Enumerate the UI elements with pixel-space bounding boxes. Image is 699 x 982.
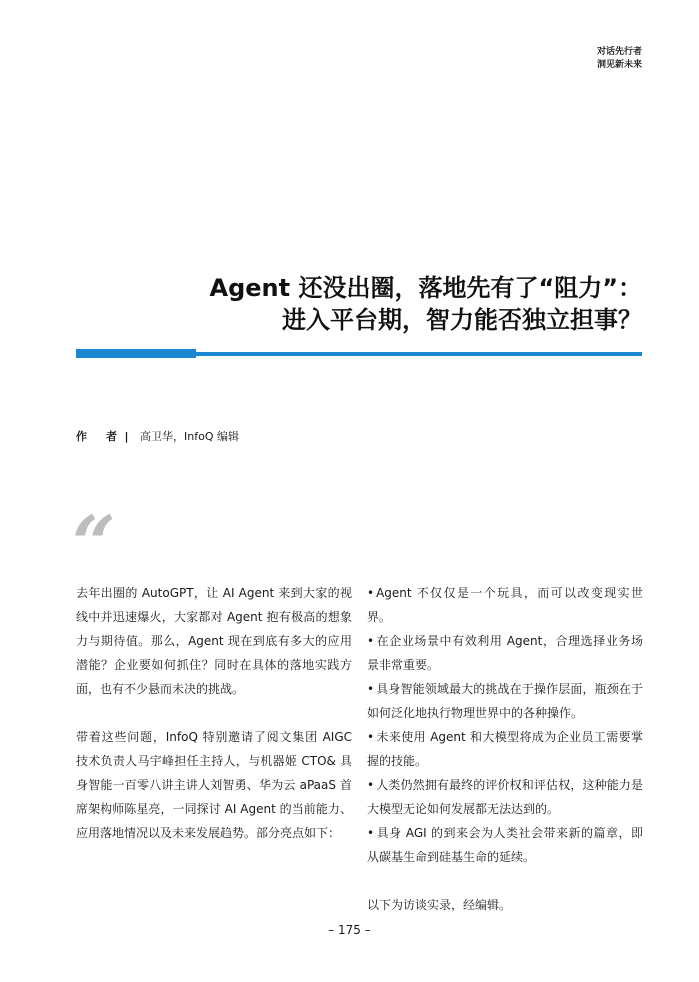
author-byline xyxy=(76,429,239,445)
paragraph-spacer xyxy=(76,701,352,725)
title-line-2: 进入平台期，智力能否独立担事？ xyxy=(282,306,642,334)
bullet-icon: • xyxy=(367,682,375,696)
right-column xyxy=(367,581,643,917)
quote-mark-icon: “ xyxy=(72,499,116,588)
closing-note: 以下为访谈实录，经编辑。 xyxy=(367,898,512,912)
list-item xyxy=(367,629,643,677)
list-item xyxy=(367,821,643,869)
intro-paragraph: 去年出圈的 AutoGPT，让 AI Agent 来到大家的视线中并迅速爆火，大家都对 Agent 抱有极高的想象力与期待值。那么，Agent 现在到底有多大的应用潜能？企业要如何抓住？同时在具体的落地实践方面，也有不少悬而未决的挑战。 xyxy=(76,586,352,696)
highlight-text: Agent 不仅仅是一个玩具，而可以改变现实世界。 xyxy=(367,586,643,624)
author-name: 高卫华，InfoQ 编辑 xyxy=(140,430,240,443)
article-title xyxy=(210,272,643,336)
title-divider-accent xyxy=(76,349,196,358)
highlight-text: 具身 AGI 的到来会为人类社会带来新的篇章，即从碳基生命到硅基生命的延续。 xyxy=(367,826,643,864)
paragraph-spacer xyxy=(367,869,643,893)
list-item xyxy=(367,581,643,629)
tagline-line-2: 洞见新未来 xyxy=(596,60,642,70)
list-item xyxy=(367,725,643,773)
highlights-list xyxy=(367,581,643,869)
context-paragraph: 带着这些问题，InfoQ 特别邀请了阅文集团 AIGC 技术负责人马宇峰担任主持人，与机器姬 CTO& 具身智能一百零八讲主讲人刘智勇、华为云 aPaaS 首席架构师陈星亮，一同探讨 AI Agent 的当前能力、应用落地情况以及未来发展趋势。部分亮点如下： xyxy=(76,730,352,840)
bullet-icon: • xyxy=(367,586,375,600)
author-separator: | xyxy=(124,430,129,443)
highlight-text: 具身智能领域最大的挑战在于操作层面，瓶颈在于如何泛化地执行物理世界中的各种操作。 xyxy=(367,682,643,720)
highlight-text: 在企业场景中有效利用 Agent，合理选择业务场景非常重要。 xyxy=(367,634,643,672)
page-number: – 175 – xyxy=(328,923,371,937)
bullet-icon: • xyxy=(367,730,375,744)
highlight-text: 未来使用 Agent 和大模型将成为企业员工需要掌握的技能。 xyxy=(367,730,643,768)
list-item xyxy=(367,773,643,821)
tagline-line-1: 对话先行者 xyxy=(596,47,642,57)
bullet-icon: • xyxy=(367,778,375,792)
bullet-icon: • xyxy=(367,826,375,840)
bullet-icon: • xyxy=(367,634,375,648)
header-tagline xyxy=(597,46,642,72)
author-label: 作 者 xyxy=(76,430,121,443)
left-column xyxy=(76,581,352,845)
list-item xyxy=(367,677,643,725)
highlight-text: 人类仍然拥有最终的评价权和评估权，这种能力是大模型无论如何发展都无法达到的。 xyxy=(367,778,643,816)
title-line-1: Agent 还没出圈，落地先有了“阻力”： xyxy=(209,274,642,302)
